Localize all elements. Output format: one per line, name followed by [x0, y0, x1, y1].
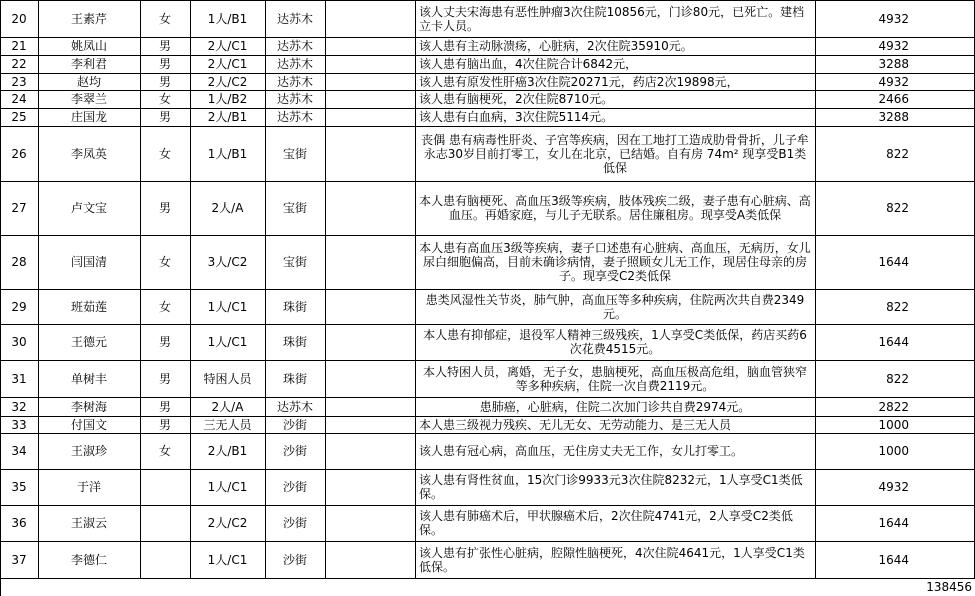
cell-name[interactable]: 王淑珍: [70, 444, 107, 458]
cell-place[interactable]: 达苏木: [276, 110, 313, 124]
cell-type[interactable]: 2人/C1: [207, 39, 248, 53]
cell-amount[interactable]: 4932: [878, 480, 909, 494]
table-row: [0, 416, 975, 433]
empty-cell[interactable]: [325, 397, 415, 416]
cell-name[interactable]: 付国文: [70, 417, 107, 432]
cell-place[interactable]: 沙街: [282, 516, 307, 530]
cell-desc[interactable]: 该人患有白血病，3次住院5114元。: [419, 110, 614, 124]
cell-type[interactable]: 1人/C1: [207, 480, 248, 494]
cell-desc[interactable]: 本人患有抑郁症，退役军人精神三级残疾，1人享受C类低保，药店买药6次花费4515元。: [423, 328, 807, 356]
cell-name[interactable]: 李凤英: [70, 146, 107, 161]
empty-cell[interactable]: [325, 324, 415, 360]
empty-cell[interactable]: [325, 73, 415, 90]
cell-desc[interactable]: 本人患三级视力残疾、无儿无女、无劳动能力、是三无人员: [419, 417, 732, 432]
cell-sex[interactable]: 男: [158, 335, 171, 349]
cell-place[interactable]: 达苏木: [276, 57, 313, 71]
cell-amount[interactable]: 1644: [878, 516, 909, 530]
cell-sex[interactable]: 男: [158, 57, 171, 71]
cell-type[interactable]: 2人/B1: [207, 444, 248, 458]
cell-place[interactable]: 达苏木: [276, 92, 313, 106]
table-row: [0, 433, 975, 469]
cell-amount[interactable]: 3288: [878, 110, 909, 124]
cell-amount[interactable]: 1000: [878, 444, 909, 458]
cell-sex[interactable]: 女: [158, 299, 171, 314]
cell-type[interactable]: 1人/B1: [207, 146, 248, 161]
cell-place[interactable]: 沙街: [282, 444, 307, 458]
cell-no[interactable]: 37: [11, 552, 27, 567]
cell-place[interactable]: 达苏木: [276, 11, 313, 26]
cell-sex[interactable]: [140, 469, 190, 505]
cell-desc[interactable]: 该人患有扩张性心脏病，腔隙性脑梗死，4次住院4641元，1人享受C1类低保。: [419, 545, 805, 574]
cell-name[interactable]: 李利君: [70, 57, 107, 71]
cell-desc[interactable]: 该人丈夫宋海患有恶性肿瘤3次住院10856元，门诊80元，已死亡。建档立卡人员。: [419, 4, 805, 33]
cell-no[interactable]: 34: [11, 444, 27, 458]
cell-type[interactable]: 2人/B1: [207, 110, 248, 124]
cell-amount[interactable]: 4932: [878, 11, 909, 26]
cell-name[interactable]: 闫国清: [70, 255, 107, 269]
cell-amount[interactable]: 822: [886, 371, 909, 386]
cell-no[interactable]: 33: [11, 417, 27, 432]
cell-no[interactable]: 29: [11, 299, 27, 314]
cell-amount[interactable]: 4932: [878, 74, 909, 89]
empty-cell[interactable]: [325, 55, 415, 73]
cell-name[interactable]: 姚凤山: [70, 39, 107, 53]
cell-sex[interactable]: 男: [158, 110, 171, 124]
cell-sex[interactable]: 女: [158, 146, 171, 161]
cell-name[interactable]: 班茹莲: [70, 299, 107, 314]
cell-sex[interactable]: 男: [158, 371, 171, 386]
cell-type[interactable]: 三无人员: [203, 417, 252, 432]
table-row: [0, 55, 975, 73]
empty-cell[interactable]: [325, 541, 415, 578]
cell-desc[interactable]: 本人患有脑梗死、高血压3级等疾病，肢体残疾二级，妻子患有心脏病、高血压。再婚家庭，与儿子无联系。居住廉租房。现享受A类低保: [419, 194, 811, 222]
cell-name[interactable]: 单树丰: [70, 371, 107, 386]
cell-name[interactable]: 卢文宝: [70, 201, 107, 215]
cell-amount[interactable]: 1644: [878, 255, 909, 269]
cell-no[interactable]: 25: [11, 110, 27, 124]
cell-desc[interactable]: 该人患有原发性肝癌3次住院20271元，药店2次19898元，: [419, 74, 739, 89]
cell-name[interactable]: 王素芹: [70, 11, 107, 26]
cell-type[interactable]: 3人/C2: [207, 255, 248, 269]
empty-cell[interactable]: [325, 90, 415, 108]
cell-desc[interactable]: 该人患有肺癌术后，甲状腺癌术后，2次住院4741元，2人享受C2类低保。: [419, 509, 793, 537]
cell-desc[interactable]: 本人特困人员，离婚，无子女，患脑梗死，高血压极高危组，脑血管狭窄等多种疾病，住院一次自费2119元。: [422, 364, 807, 393]
cell-type[interactable]: 2人/C1: [207, 57, 248, 71]
cell-sex[interactable]: 男: [158, 39, 171, 53]
table-row: [0, 289, 975, 324]
cell-amount[interactable]: 3288: [878, 57, 909, 71]
cell-place[interactable]: 达苏木: [276, 39, 313, 53]
cell-type[interactable]: 1人/C1: [207, 552, 248, 567]
empty-cell[interactable]: [325, 181, 415, 235]
empty-cell[interactable]: [325, 126, 415, 181]
cell-desc[interactable]: 该人患有肾性贫血，15次门诊9933元3次住院8232元，1人享受C1类低保。: [419, 473, 803, 501]
cell-place[interactable]: 珠街: [282, 335, 307, 349]
cell-sex[interactable]: 女: [158, 11, 171, 26]
cell-amount[interactable]: 1000: [878, 417, 909, 432]
cell-place[interactable]: 沙街: [282, 552, 307, 567]
cell-no[interactable]: 22: [11, 57, 27, 71]
cell-desc[interactable]: 患肺癌，心脏病，住院二次加门诊共自费2974元。: [479, 399, 751, 414]
cell-place[interactable]: 珠街: [282, 299, 307, 314]
empty-cell[interactable]: [325, 416, 415, 433]
cell-amount[interactable]: 822: [886, 299, 909, 314]
table-row: [0, 505, 975, 541]
cell-desc[interactable]: 丧偶 患有病毒性肝炎、子宫等疾病，因在工地打工造成肋骨骨折，儿子牟永志30岁目前打零工，女儿在北京，已结婚。自有房 74m² 现享受B1类低保: [421, 132, 809, 175]
table-row: [0, 126, 975, 181]
cell-place[interactable]: 沙街: [282, 417, 307, 432]
table-row: [0, 73, 975, 90]
table-row: [0, 360, 975, 397]
empty-cell[interactable]: [325, 433, 415, 469]
table-row: [0, 541, 975, 578]
table-row: [0, 108, 975, 126]
cell-name[interactable]: 李德仁: [70, 552, 107, 567]
cell-name[interactable]: 王德元: [70, 335, 107, 349]
empty-cell[interactable]: [325, 289, 415, 324]
cell-type[interactable]: 1人/B1: [207, 11, 248, 26]
grand-total[interactable]: 138456: [926, 580, 972, 594]
cell-sex[interactable]: [140, 505, 190, 541]
table-row: [0, 469, 975, 505]
table-row: [0, 37, 975, 55]
empty-cell[interactable]: [325, 0, 415, 37]
cell-type[interactable]: 2人/C2: [207, 74, 248, 89]
cell-desc[interactable]: 患类风湿性关节炎，肺气肿，高血压等多种疾病，住院两次共自费2349元。: [425, 292, 805, 321]
cell-no[interactable]: 31: [11, 371, 27, 386]
cell-sex[interactable]: [140, 541, 190, 578]
cell-type[interactable]: 1人/C1: [207, 299, 248, 314]
cell-place[interactable]: 宝街: [282, 146, 307, 161]
table-row: [0, 235, 975, 289]
cell-sex[interactable]: 女: [158, 444, 171, 458]
cell-name[interactable]: 赵均: [76, 74, 101, 89]
empty-cell[interactable]: [325, 469, 415, 505]
cell-place[interactable]: 宝街: [282, 255, 307, 269]
cell-sex[interactable]: 男: [158, 399, 171, 414]
cell-no[interactable]: 32: [11, 399, 27, 414]
cell-amount[interactable]: 4932: [878, 39, 909, 53]
cell-no[interactable]: 26: [11, 146, 27, 161]
cell-place[interactable]: 宝街: [282, 201, 307, 215]
table-row: [0, 0, 975, 37]
cell-amount[interactable]: 2822: [878, 399, 909, 414]
table-row: [0, 324, 975, 360]
cell-no[interactable]: 35: [11, 480, 27, 494]
cell-amount[interactable]: 1644: [878, 335, 909, 349]
cell-type[interactable]: 特困人员: [203, 371, 252, 386]
cell-place[interactable]: 沙街: [282, 480, 307, 494]
table-row: [0, 397, 975, 416]
cell-name[interactable]: 李翠兰: [70, 92, 107, 106]
cell-sex[interactable]: 男: [158, 74, 171, 89]
cell-desc[interactable]: 该人患有冠心病，高血压，无住房丈夫无工作，女儿打零工。: [419, 444, 744, 458]
cell-name[interactable]: 王淑云: [70, 516, 107, 530]
cell-no[interactable]: 30: [11, 335, 27, 349]
empty-cell[interactable]: [325, 505, 415, 541]
cell-amount[interactable]: 1644: [878, 552, 909, 567]
cell-type[interactable]: 2人/C2: [207, 516, 248, 530]
cell-desc[interactable]: 该人患有主动脉溃疡，心脏病，2次住院35910元。: [419, 39, 693, 53]
cell-type[interactable]: 2人/A: [211, 201, 244, 215]
cell-name[interactable]: 于洋: [76, 480, 101, 494]
cell-no[interactable]: 36: [11, 516, 27, 530]
cell-no[interactable]: 28: [11, 255, 27, 269]
cell-name[interactable]: 庄国龙: [70, 110, 107, 124]
cell-no[interactable]: 23: [11, 74, 27, 89]
cell-place[interactable]: 达苏木: [276, 399, 313, 414]
cell-sex[interactable]: 男: [158, 417, 171, 432]
cell-sex[interactable]: 女: [158, 255, 171, 269]
empty-cell[interactable]: [325, 235, 415, 289]
cell-desc[interactable]: 该人患有脑梗死，2次住院8710元。: [419, 92, 614, 106]
cell-amount[interactable]: 822: [886, 201, 909, 215]
cell-no[interactable]: 21: [11, 39, 27, 53]
empty-cell[interactable]: [325, 360, 415, 397]
cell-place[interactable]: 达苏木: [276, 74, 313, 89]
cell-amount[interactable]: 822: [886, 146, 909, 161]
cell-type[interactable]: 1人/C1: [207, 335, 248, 349]
table-row: [0, 181, 975, 235]
cell-type[interactable]: 1人/B2: [207, 92, 248, 106]
cell-no[interactable]: 27: [11, 201, 27, 215]
cell-amount[interactable]: 2466: [878, 92, 909, 106]
cell-desc[interactable]: 本人患有高血压3级等疾病，妻子口述患有心脏病、高血压，无病历，女儿尿白细胞偏高，目前未确诊病情，妻子照顾女儿无工作，现居住母亲的房子。现享受C2类低保: [419, 241, 811, 283]
empty-cell[interactable]: [325, 37, 415, 55]
cell-no[interactable]: 24: [11, 92, 27, 106]
cell-sex[interactable]: 男: [158, 201, 171, 215]
table-row: [0, 90, 975, 108]
cell-no[interactable]: 20: [11, 11, 27, 26]
cell-name[interactable]: 李树海: [70, 399, 107, 414]
cell-desc[interactable]: 该人患有脑出血，4次住院合计6842元，: [419, 57, 638, 71]
cell-sex[interactable]: 女: [158, 92, 171, 106]
cell-place[interactable]: 珠街: [282, 371, 307, 386]
cell-type[interactable]: 2人/A: [211, 399, 244, 414]
empty-cell[interactable]: [325, 108, 415, 126]
